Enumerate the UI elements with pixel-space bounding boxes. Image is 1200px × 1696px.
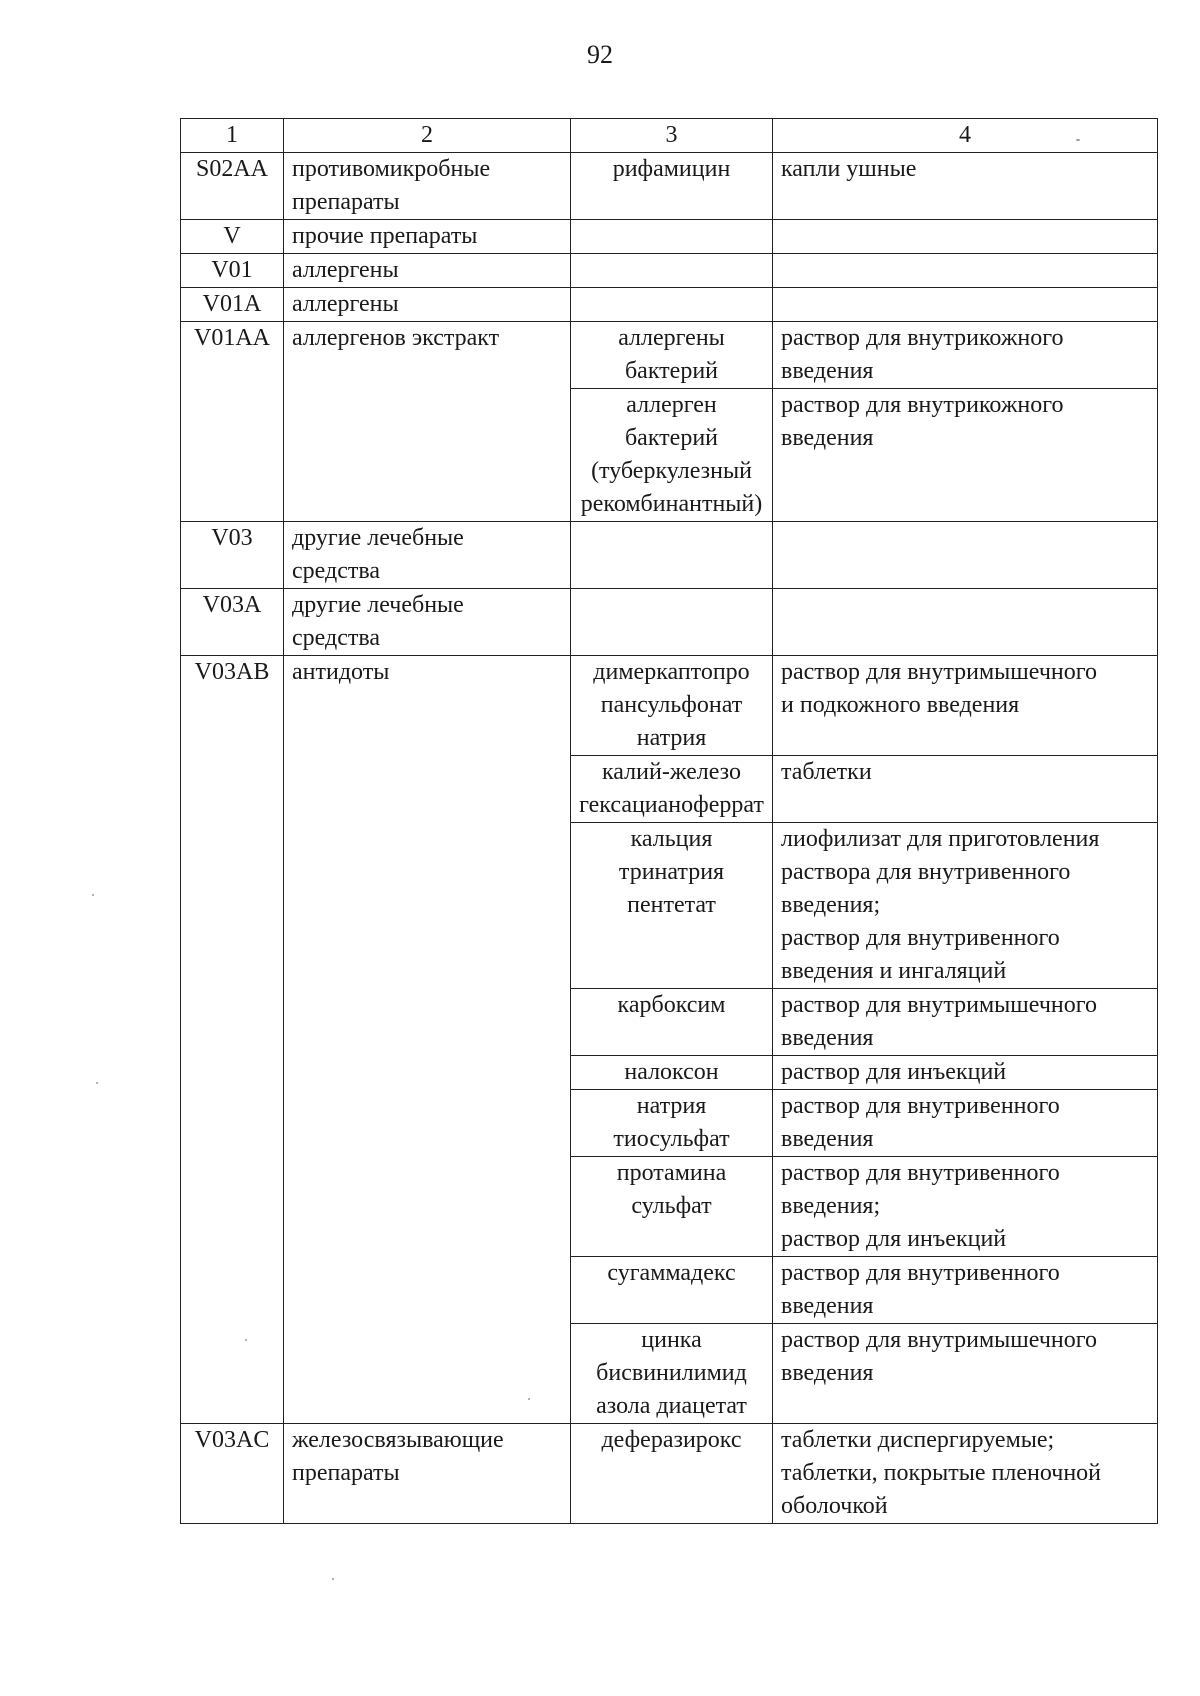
table-row xyxy=(181,589,1158,656)
cell-line: противомикробные xyxy=(292,156,491,182)
cell-line: таблетки, покрытые пленочной xyxy=(781,1460,1102,1486)
cell-line: препараты xyxy=(292,1460,400,1486)
drug-name-cell xyxy=(571,1324,773,1424)
cell-line: препараты xyxy=(292,189,400,215)
drug-name-cell xyxy=(571,220,773,254)
cell-line: другие лечебные xyxy=(292,525,464,551)
dosage-form-cell xyxy=(773,1157,1158,1257)
cell-line: раствор для внутривенного xyxy=(781,1160,1060,1186)
group-name-cell xyxy=(284,589,571,656)
dosage-form-cell xyxy=(773,288,1158,322)
drug-name-cell xyxy=(571,656,773,756)
cell-line: раствор для внутримышечного xyxy=(781,659,1097,685)
cell-line: антидоты xyxy=(292,659,390,685)
cell-line: натрия xyxy=(636,725,707,751)
cell-line: введения xyxy=(781,358,874,384)
dosage-form-cell xyxy=(773,153,1158,220)
cell-line: введения; xyxy=(781,1193,881,1219)
group-name-cell xyxy=(284,522,571,589)
dosage-form-cell xyxy=(773,220,1158,254)
cell-line: протамина xyxy=(616,1160,727,1186)
cell-line: бактерий xyxy=(624,358,719,384)
cell-line: таблетки xyxy=(781,759,872,785)
group-name-cell xyxy=(284,656,571,1424)
atc-code-cell: V03AB xyxy=(181,656,284,1424)
cell-line: налоксон xyxy=(624,1059,719,1085)
cell-line: натрия xyxy=(636,1093,707,1119)
cell-line: (туберкулезный xyxy=(591,458,752,484)
cell-line: введения xyxy=(781,425,874,451)
group-name-cell xyxy=(284,1424,571,1524)
cell-line: димеркаптопро xyxy=(593,659,750,685)
cell-line: прочие препараты xyxy=(292,223,478,249)
cell-line: лиофилизат для приготовления xyxy=(781,826,1100,852)
cell-line: раствор для внутрикожного xyxy=(781,325,1064,351)
cell-line: раствора для внутривенного xyxy=(781,859,1071,885)
header-cell: 1 xyxy=(181,119,284,153)
cell-line: кальция xyxy=(630,826,713,852)
table-row xyxy=(181,1424,1158,1524)
dosage-form-cell xyxy=(773,522,1158,589)
atc-code-cell: V01A xyxy=(181,288,284,322)
dosage-form-cell xyxy=(773,989,1158,1056)
cell-line: пансульфонат xyxy=(600,692,743,718)
dosage-form-cell xyxy=(773,389,1158,522)
dosage-form-cell xyxy=(773,1090,1158,1157)
cell-line: раствор для внутримышечного xyxy=(781,1327,1097,1353)
table-row xyxy=(181,522,1158,589)
group-name-cell xyxy=(284,153,571,220)
drug-name-cell xyxy=(571,1257,773,1324)
cell-line: рекомбинантный) xyxy=(580,491,763,517)
dosage-form-cell xyxy=(773,1324,1158,1424)
drug-name-cell xyxy=(571,1157,773,1257)
cell-line: пентетат xyxy=(627,892,716,918)
table-row xyxy=(181,254,1158,288)
cell-line: аллергенов экстракт xyxy=(292,325,500,351)
dosage-form-cell xyxy=(773,656,1158,756)
cell-line: сульфат xyxy=(631,1193,712,1219)
cell-line: введения xyxy=(781,1126,874,1152)
cell-line: бисвинилимид xyxy=(596,1360,747,1386)
table-row xyxy=(181,656,1158,756)
cell-line: железосвязывающие xyxy=(292,1427,504,1453)
cell-line: и подкожного введения xyxy=(781,692,1020,718)
header-cell: 4 xyxy=(773,119,1158,153)
drug-name-cell xyxy=(571,288,773,322)
cell-line: деферазирокс xyxy=(601,1427,742,1453)
cell-line: цинка xyxy=(641,1327,702,1353)
cell-line: капли ушные xyxy=(781,156,917,182)
cell-line: раствор для инъекций xyxy=(781,1226,1007,1252)
cell-line: рифамицин xyxy=(612,156,731,182)
cell-line: аллерген xyxy=(626,392,717,418)
cell-line: раствор для внутрикожного xyxy=(781,392,1064,418)
cell-line: аллергены xyxy=(618,325,725,351)
atc-code-cell: S02AA xyxy=(181,153,284,220)
dosage-form-cell xyxy=(773,756,1158,823)
cell-line: введения xyxy=(781,1360,874,1386)
cell-line: раствор для внутримышечного xyxy=(781,992,1097,1018)
atc-code-cell: V03AC xyxy=(181,1424,284,1524)
drug-name-cell xyxy=(571,823,773,989)
table-body xyxy=(181,119,1158,1524)
drug-name-cell xyxy=(571,389,773,522)
page-number: 92 xyxy=(587,40,613,69)
drug-name-cell xyxy=(571,1090,773,1157)
cell-line: раствор для внутривенного xyxy=(781,925,1060,951)
atc-code-cell: V03 xyxy=(181,522,284,589)
drug-name-cell xyxy=(571,153,773,220)
drug-name-cell xyxy=(571,589,773,656)
cell-line: таблетки диспергируемые; xyxy=(781,1427,1055,1453)
group-name-cell xyxy=(284,288,571,322)
atc-code-cell: V01AA xyxy=(181,322,284,522)
cell-line: тиосульфат xyxy=(613,1126,730,1152)
cell-line: калий-железо xyxy=(602,759,741,785)
cell-line: карбоксим xyxy=(617,992,726,1018)
table-row xyxy=(181,153,1158,220)
dosage-form-cell xyxy=(773,1056,1158,1090)
drug-name-cell xyxy=(571,322,773,389)
drug-list-table xyxy=(180,118,1158,1524)
cell-line: бактерий xyxy=(624,425,719,451)
dosage-form-cell xyxy=(773,589,1158,656)
cell-line: раствор для инъекций xyxy=(781,1059,1007,1085)
dosage-form-cell xyxy=(773,1424,1158,1524)
cell-line: азола диацетат xyxy=(596,1393,747,1419)
group-name-cell xyxy=(284,322,571,522)
drug-name-cell xyxy=(571,1056,773,1090)
dosage-form-cell xyxy=(773,823,1158,989)
header-cell: 2 xyxy=(284,119,571,153)
dosage-form-cell xyxy=(773,322,1158,389)
drug-name-cell xyxy=(571,756,773,823)
cell-line: введения и ингаляций xyxy=(781,958,1007,984)
drug-name-cell xyxy=(571,522,773,589)
drug-name-cell xyxy=(571,254,773,288)
cell-line: средства xyxy=(292,558,381,584)
cell-line: аллергены xyxy=(292,257,399,283)
cell-line: тринатрия xyxy=(618,859,725,885)
drug-name-cell xyxy=(571,989,773,1056)
dosage-form-cell xyxy=(773,254,1158,288)
cell-line: оболочкой xyxy=(781,1493,888,1519)
dosage-form-cell xyxy=(773,1257,1158,1324)
cell-line: гексацианоферрат xyxy=(579,792,764,818)
group-name-cell xyxy=(284,254,571,288)
table-row xyxy=(181,220,1158,254)
cell-line: другие лечебные xyxy=(292,592,464,618)
cell-line: раствор для внутривенного xyxy=(781,1093,1060,1119)
table-header-row xyxy=(181,119,1158,153)
cell-line: раствор для внутривенного xyxy=(781,1260,1060,1286)
cell-line: введения xyxy=(781,1025,874,1051)
cell-line: введения; xyxy=(781,892,881,918)
table-row xyxy=(181,322,1158,389)
cell-line: введения xyxy=(781,1293,874,1319)
cell-line: средства xyxy=(292,625,381,651)
table-row xyxy=(181,288,1158,322)
group-name-cell xyxy=(284,220,571,254)
atc-code-cell: V03A xyxy=(181,589,284,656)
drug-name-cell xyxy=(571,1424,773,1524)
header-cell: 3 xyxy=(571,119,773,153)
atc-code-cell: V xyxy=(181,220,284,254)
cell-line: сугаммадекс xyxy=(607,1260,736,1286)
atc-code-cell: V01 xyxy=(181,254,284,288)
cell-line: аллергены xyxy=(292,291,399,317)
